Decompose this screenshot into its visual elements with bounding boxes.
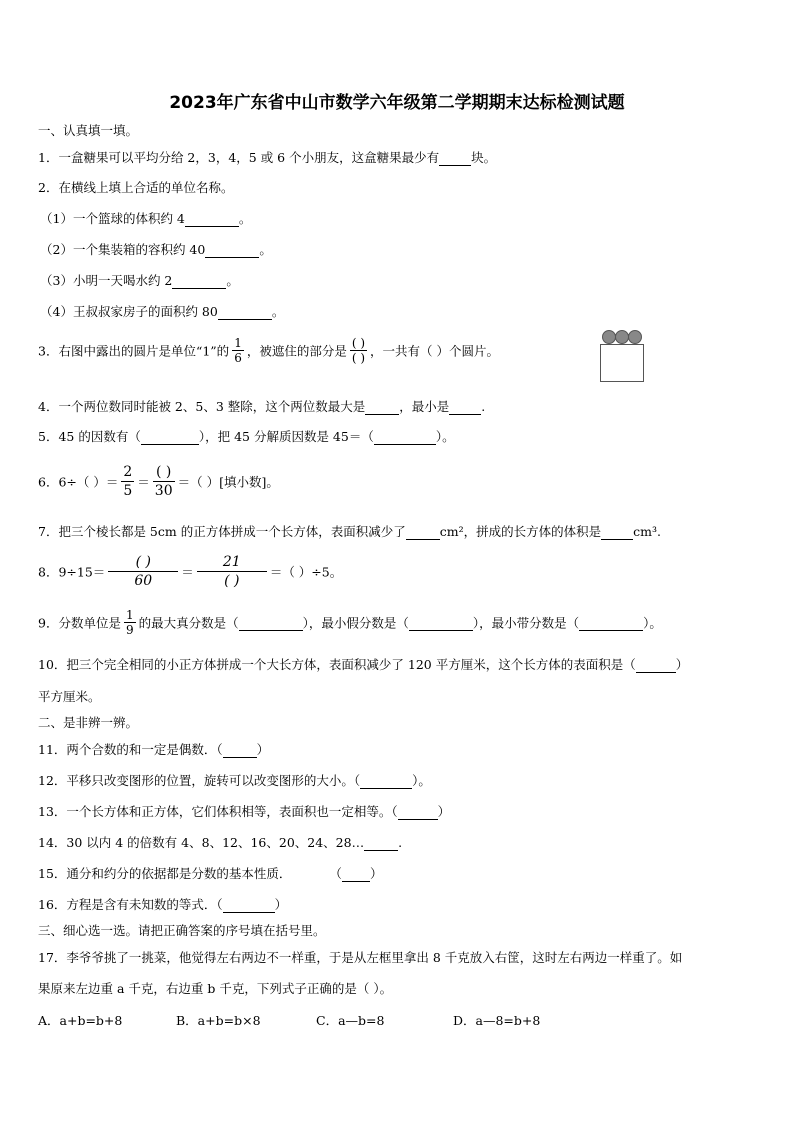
- circle-piece-icon: [602, 330, 616, 344]
- answer-blank[interactable]: [172, 273, 226, 289]
- answer-blank[interactable]: [141, 429, 199, 445]
- page-title: 2023年广东省中山市数学六年级第二学期期末达标检测试题: [169, 93, 625, 113]
- answer-blank[interactable]: [365, 399, 399, 415]
- fraction-blank[interactable]: $\frac{( )}{60}$: [108, 553, 178, 590]
- answer-blank[interactable]: [223, 742, 257, 758]
- answer-blank[interactable]: [409, 615, 473, 631]
- question-17: 17．李爷爷挑了一挑菜，他觉得左右两边不一样重，于是从左框里拿出 8 千克放入右筐，这时左右两边一样重了。如: [38, 950, 683, 965]
- question-17-cont: 果原来左边重 a 千克，右边重 b 千克，下列式子正确的是（ ）。: [38, 981, 393, 996]
- answer-blank[interactable]: [364, 835, 398, 851]
- answer-blank[interactable]: [449, 399, 481, 415]
- fraction-two-fifths: $\frac{2}{5}$: [123, 464, 133, 499]
- fraction-blank[interactable]: $\frac{21}{( )}$: [197, 553, 267, 590]
- question-14: 14．30 以内 4 的倍数有 4、8、12、16、20、24、28… .: [38, 835, 403, 850]
- answer-blank[interactable]: [636, 657, 676, 673]
- answer-blank[interactable]: [239, 615, 303, 631]
- answer-blank[interactable]: [185, 211, 239, 227]
- question-15: 15．通分和约分的依据都是分数的基本性质． （ ）: [38, 866, 383, 881]
- question-10-cont: 平方厘米。: [38, 689, 101, 704]
- answer-blank[interactable]: [360, 773, 412, 789]
- question-7: 7．把三个棱长都是 5cm 的正方体拼成一个长方体，表面积减少了 cm²，拼成的长方体的体积是 cm³.: [38, 524, 661, 539]
- question-2-part-2: （2）一个集装箱的容积约 40 。: [40, 242, 272, 257]
- question-10: 10．把三个完全相同的小正方体拼成一个大长方体，表面积减少了 120 平方厘米，这个长方体的表面积是（ ）: [38, 657, 689, 672]
- circle-pieces-figure: [600, 330, 644, 380]
- question-2-part-3: （3）小明一天喝水约 2 。: [40, 273, 239, 288]
- question-13: 13．一个长方体和正方体，它们体积相等，表面积也一定相等。（ ）: [38, 804, 451, 819]
- question-2-part-4: （4）王叔叔家房子的面积约 80 。: [40, 304, 285, 319]
- question-8: 8．9÷15＝ $\frac{( )}{60}$ ＝ $\frac{21}{( )}$ ＝（ ）÷5。: [38, 554, 343, 589]
- answer-blank[interactable]: [579, 615, 643, 631]
- answer-blank[interactable]: [398, 804, 438, 820]
- fraction-blank[interactable]: $\frac{( )}{30}$: [154, 464, 173, 499]
- circle-piece-icon: [615, 330, 629, 344]
- question-9: 9．分数单位是 $\frac{1}{9}$ 的最大真分数是（ ），最小假分数是（ ），最小带分数是（ ）。: [38, 608, 662, 637]
- question-2-stem: 2．在横线上填上合适的单位名称。: [38, 180, 234, 195]
- answer-blank[interactable]: [342, 866, 370, 882]
- answer-blank[interactable]: [205, 242, 259, 258]
- section-heading-3: 三、细心选一选。请把正确答案的序号填在括号里。: [38, 923, 326, 938]
- answer-blank[interactable]: [218, 304, 272, 320]
- question-4: 4．一个两位数同时能被 2、5、3 整除，这个两位数最大是 ，最小是 .: [38, 399, 486, 414]
- section-heading-2: 二、是非辨一辨。: [38, 715, 139, 730]
- question-5: 5．45 的因数有（ ），把 45 分解质因数是 45＝（ ）。: [38, 429, 455, 444]
- question-16: 16．方程是含有未知数的等式．（ ）: [38, 897, 288, 912]
- option-b[interactable]: B．a+b=b×8: [176, 1013, 261, 1028]
- cover-box: [600, 344, 644, 382]
- question-2-part-1: （1）一个篮球的体积约 4 。: [40, 211, 252, 226]
- answer-blank[interactable]: [223, 897, 275, 913]
- option-c[interactable]: C．a—b=8: [316, 1013, 385, 1028]
- option-a[interactable]: A．a+b=b+8: [38, 1013, 123, 1028]
- question-3: 3．右图中露出的圆片是单位“1”的 $\frac{1}{6}$ ，被遮住的部分是 $\frac{( )}{( )}$ ，一共有（ ）个圆片。: [38, 336, 500, 365]
- option-d[interactable]: D．a—8=b+8: [453, 1013, 541, 1028]
- circle-piece-icon: [628, 330, 642, 344]
- answer-blank[interactable]: [601, 524, 633, 540]
- section-heading-1: 一、认真填一填。: [38, 123, 139, 138]
- question-11: 11．两个合数的和一定是偶数．（ ）: [38, 742, 270, 757]
- answer-blank[interactable]: [439, 150, 471, 166]
- answer-blank[interactable]: [406, 524, 440, 540]
- answer-blank[interactable]: [374, 429, 436, 445]
- fraction-one-sixth: $\frac{1}{6}$: [234, 336, 242, 365]
- question-12: 12．平移只改变图形的位置，旋转可以改变图形的大小。（ ）。: [38, 773, 431, 788]
- question-1: 1．一盒糖果可以平均分给 2，3，4，5 或 6 个小朋友，这盒糖果最少有 块。: [38, 150, 497, 165]
- fraction-one-ninth: $\frac{1}{9}$: [125, 608, 134, 637]
- question-6: 6．6÷（ ）＝ $\frac{2}{5}$ ＝ $\frac{( )}{30}$ ＝（ ）[填小数]。: [38, 464, 279, 499]
- fraction-blank[interactable]: $\frac{( )}{( )}$: [351, 336, 366, 365]
